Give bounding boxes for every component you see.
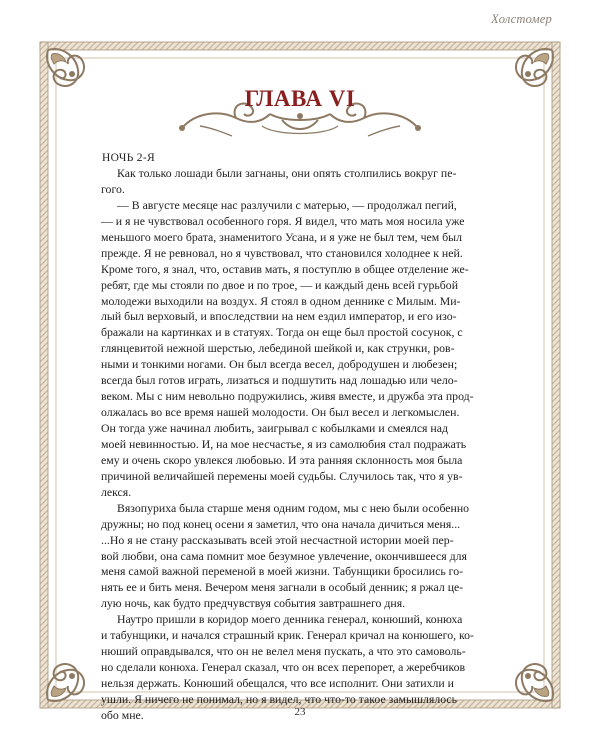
text-line: Наутро пришли в коридор моего денника генерал, конюший, конюха xyxy=(117,612,463,627)
text-line: обо мне. xyxy=(101,707,144,722)
text-line: ребят, где мы стояли по двое и по трое, — и каждый день всей гурьбой xyxy=(101,277,459,292)
body-text xyxy=(101,166,501,724)
text-line: Кроме того, я знал, что, оставив мать, я поступлю в общее отделение же- xyxy=(101,261,469,276)
text-line: лый был верховый, и впоследствии на нем ездил император, и его изо- xyxy=(101,309,457,324)
text-line: Он тогда уже начинал любить, заигрывал с кобылками и смеялся над xyxy=(101,421,448,435)
text-line: олжалась во все время нашей молодости. Он был весел и легкомыслен. xyxy=(101,405,460,420)
text-line: нять ее и бить меня. Вечером меня загнали в особый денник; я ржал це- xyxy=(101,580,464,595)
text-line: всегда был готов играть, лизаться и подшутить над лошадью или чело- xyxy=(101,373,458,388)
section-heading: НОЧЬ 2-Я xyxy=(102,152,155,164)
text-line: нюший оправдывался, что он не велел меня пускать, а что это самоволь- xyxy=(101,644,466,659)
text-line: и табунщики, и начался страшный крик. Генерал кричал на конюшего, ко- xyxy=(101,628,474,643)
text-line: моей невинностью. И, на мое несчастье, я из самолюбия стал подражать xyxy=(101,436,467,451)
chapter-title: ГЛАВА VI xyxy=(244,86,356,111)
text-line: лекся. xyxy=(101,484,132,499)
text-line: дружны; но под конец осени я заметил, что она начала дичиться меня... xyxy=(101,516,461,531)
text-line: лую ночь, как будто предчувствуя события завтрашнего дня. xyxy=(101,596,406,611)
text-line: меня самой важной переменой в моей жизни. Табунщики бросились го- xyxy=(101,564,464,579)
text-line: гого. xyxy=(101,181,125,196)
text-line: прежде. Я не ревновал, но я чувствовал, что становился холоднее к ней. xyxy=(101,245,463,260)
text-line: ...Но я не стану рассказывать всей этой несчастной истории моей пер- xyxy=(101,532,454,547)
text-line: Как только лошади были загнаны, они опять столпились вокруг пе- xyxy=(117,166,457,180)
text-line: глянцевитой нежной шерстью, лебединой шейкой и, как струнки, ров- xyxy=(101,341,455,356)
text-line: но сделали конюха. Генерал сказал, что он всех перепорет, а жеребчиков xyxy=(101,660,466,675)
running-head: Холстомер xyxy=(491,12,552,26)
text-line: ему и очень скоро увлекся любовью. И эта ранняя склонность моя была xyxy=(101,452,463,467)
text-line: меньшого моего брата, знаменитого Усана, и я уже не был тем, чем был xyxy=(101,229,462,244)
text-line: — В августе месяце нас разлучили с матерью, — продолжал пегий, xyxy=(117,197,457,212)
text-line: ушли. Я ничего не понимал, но я видел, что что-то такое замышлялось xyxy=(101,691,458,706)
text-line: Вязопуриха была старше меня одним годом, мы с нею были особенно xyxy=(117,500,470,515)
text-line: бражали на картинках и в статуях. Тогда он еще был простой сосунок, с xyxy=(101,325,463,340)
page-number: 23 xyxy=(294,706,306,718)
text-line: веком. Мы с ним невольно подружились, живя вместе, и дружба эта прод- xyxy=(101,389,474,404)
text-line: — и я не чувствовал особенного горя. Я видел, что мать моя носила уже xyxy=(101,213,465,228)
text-line: ными и тонкими ногами. Он был всегда весел, добродушен и любезен; xyxy=(101,357,458,372)
text-line: вой любви, она сама помнит мое безумное увлечение, окончившееся для xyxy=(101,548,467,563)
text-line: молодежи выходили на воздух. Я стоял в одном деннике с Милым. Ми- xyxy=(101,293,461,308)
text-line: причиной величайшей перемены моей судьбы. Случилось так, что я ув- xyxy=(101,468,463,483)
text-line: нельзя держать. Конюший обещался, что все исполнит. Они затихли и xyxy=(101,676,454,690)
